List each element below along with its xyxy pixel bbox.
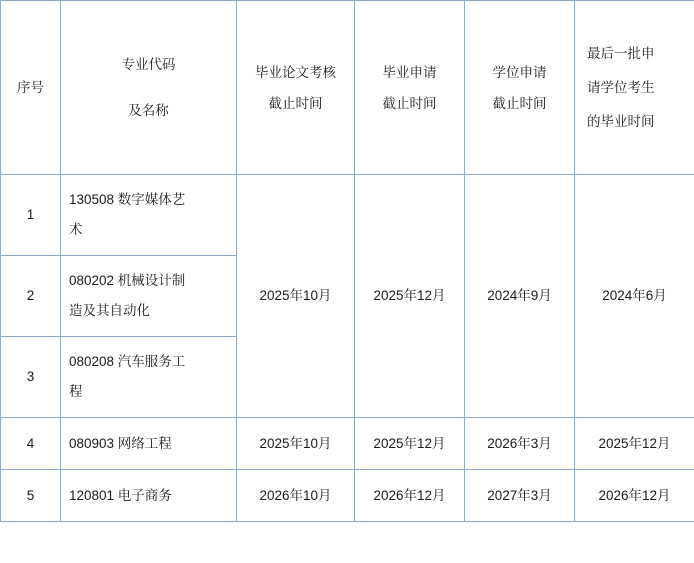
row-major-line2: 造及其自动化: [69, 303, 150, 318]
header-degree-deadline: [465, 1, 575, 175]
header-thesis-deadline: [237, 1, 355, 175]
header-graduation-line1: 毕业申请: [382, 64, 437, 80]
merged-last-graduation: 2024年6月: [575, 175, 694, 418]
header-last-graduation: [575, 1, 694, 175]
header-thesis-line1: 毕业论文考核: [255, 64, 336, 80]
row-index: 1: [1, 175, 61, 256]
row-index: 4: [1, 418, 61, 470]
row-major-line2: 程: [69, 384, 83, 399]
row-major: 120801 电子商务: [61, 470, 237, 522]
row-major-line1: 080208 汽车服务工: [69, 354, 186, 369]
row-major: [61, 337, 237, 418]
row-major: 080903 网络工程: [61, 418, 237, 470]
row-graduation-deadline: 2026年12月: [355, 470, 465, 522]
row-thesis-deadline: 2025年10月: [237, 418, 355, 470]
row-degree-deadline: 2026年3月: [465, 418, 575, 470]
table-row: [1, 175, 694, 256]
row-major-line2: 术: [69, 222, 83, 237]
row-index: 3: [1, 337, 61, 418]
row-major: [61, 175, 237, 256]
merged-degree-deadline: 2024年9月: [465, 175, 575, 418]
header-major-line2: 及名称: [128, 102, 169, 118]
header-graduation-deadline: [355, 1, 465, 175]
header-last-line1: 最后一批申: [587, 45, 655, 61]
row-index: 2: [1, 256, 61, 337]
header-major-line1: 专业代码: [121, 56, 176, 72]
header-degree-line2: 截止时间: [492, 95, 547, 111]
row-last-graduation: 2025年12月: [575, 418, 694, 470]
merged-graduation-deadline: 2025年12月: [355, 175, 465, 418]
row-major: [61, 256, 237, 337]
row-thesis-deadline: 2026年10月: [237, 470, 355, 522]
row-major-line1: 080202 机械设计制: [69, 273, 186, 288]
row-graduation-deadline: 2025年12月: [355, 418, 465, 470]
header-graduation-line2: 截止时间: [382, 95, 437, 111]
table-row: [1, 470, 694, 522]
header-last-line3: 的毕业时间: [587, 113, 655, 129]
row-major-line1: 130508 数字媒体艺: [69, 192, 186, 207]
header-thesis-line2: 截止时间: [268, 95, 323, 111]
merged-thesis-deadline: 2025年10月: [237, 175, 355, 418]
row-index: 5: [1, 470, 61, 522]
table-header-row: [1, 1, 694, 175]
row-degree-deadline: 2027年3月: [465, 470, 575, 522]
header-degree-line1: 学位申请: [492, 64, 547, 80]
header-last-line2: 请学位考生: [587, 79, 655, 95]
header-index: 序号: [1, 1, 61, 175]
table-row: [1, 418, 694, 470]
row-last-graduation: 2026年12月: [575, 470, 694, 522]
header-major: [61, 1, 237, 175]
